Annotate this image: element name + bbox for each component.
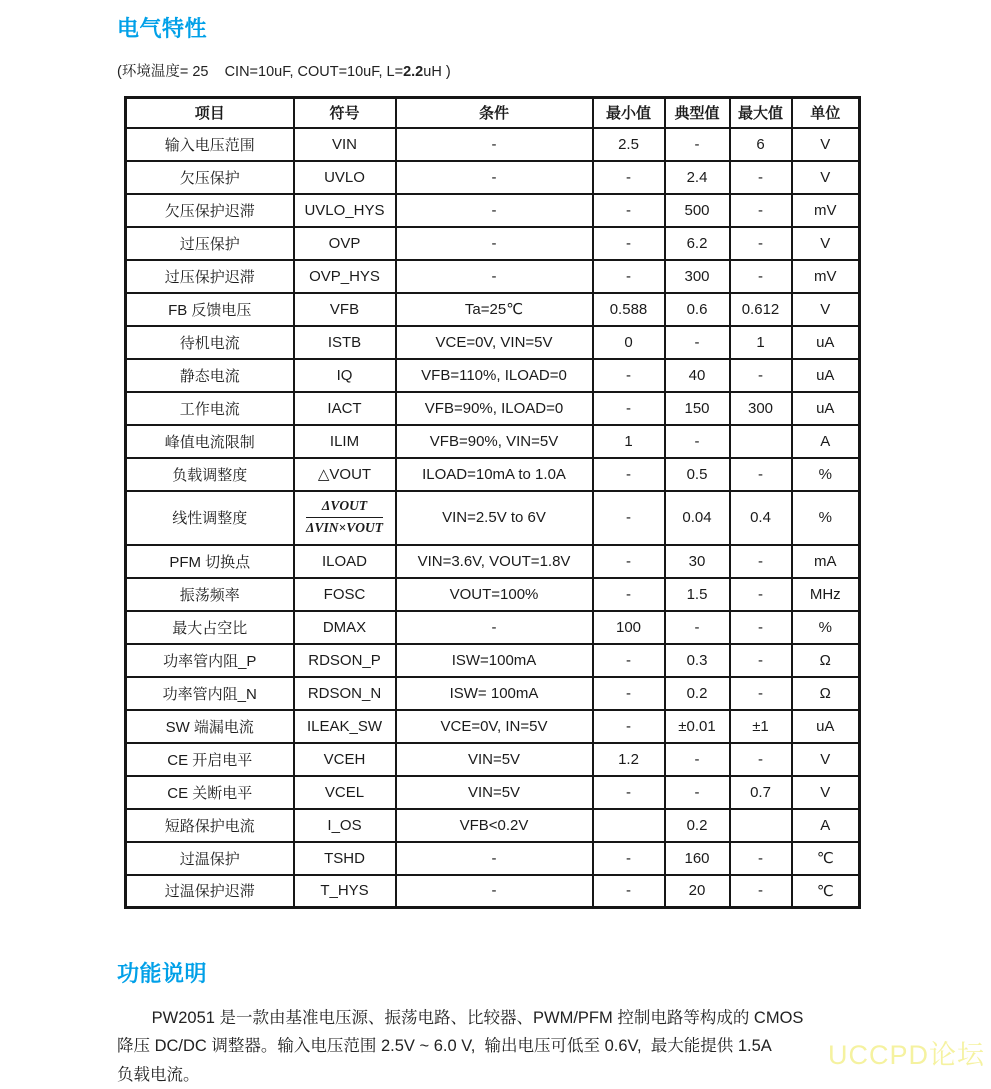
spec-typ: 500 — [665, 194, 730, 227]
spec-typ: 160 — [665, 842, 730, 875]
spec-min: - — [593, 644, 665, 677]
table-row — [126, 128, 860, 161]
spec-condition: - — [396, 260, 593, 293]
spec-min: 1.2 — [593, 743, 665, 776]
spec-unit: uA — [792, 359, 860, 392]
spec-condition: VFB=90%, ILOAD=0 — [396, 392, 593, 425]
conditions-text-post: uH ) — [423, 64, 451, 80]
spec-typ: - — [665, 128, 730, 161]
table-row — [126, 194, 860, 227]
spec-max: - — [730, 743, 792, 776]
spec-symbol: UVLO — [294, 161, 396, 194]
spec-max: - — [730, 842, 792, 875]
spec-typ: 40 — [665, 359, 730, 392]
spec-unit: ℃ — [792, 842, 860, 875]
spec-max: - — [730, 611, 792, 644]
spec-item: 输入电压范围 — [126, 128, 294, 161]
spec-condition: VFB<0.2V — [396, 809, 593, 842]
spec-item: 静态电流 — [126, 359, 294, 392]
spec-typ: ±0.01 — [665, 710, 730, 743]
spec-unit: V — [792, 293, 860, 326]
spec-unit: ℃ — [792, 875, 860, 908]
spec-item: 欠压保护 — [126, 161, 294, 194]
conditions-text-pre: (环境温度= 25 CIN=10uF, COUT=10uF, L= — [117, 64, 404, 80]
spec-unit: V — [792, 128, 860, 161]
spec-item: CE 关断电平 — [126, 776, 294, 809]
table-row — [126, 326, 860, 359]
spec-max: - — [730, 545, 792, 578]
spec-condition: ILOAD=10mA to 1.0A — [396, 458, 593, 491]
spec-min: 100 — [593, 611, 665, 644]
header-item: 项目 — [126, 98, 294, 128]
spec-typ: 0.04 — [665, 491, 730, 545]
table-row — [126, 710, 860, 743]
table-row — [126, 842, 860, 875]
spec-max: - — [730, 359, 792, 392]
spec-typ: 300 — [665, 260, 730, 293]
spec-symbol: ISTB — [294, 326, 396, 359]
spec-item: 线性调整度 — [126, 491, 294, 545]
spec-typ: 0.2 — [665, 677, 730, 710]
spec-max — [730, 809, 792, 842]
spec-symbol — [294, 491, 396, 545]
spec-typ: 1.5 — [665, 578, 730, 611]
paragraph-line: PW2051 是一款由基准电压源、振荡电路、比较器、PWM/PFM 控制电路等构成的 CMOS — [151, 1009, 804, 1027]
spec-max: 1 — [730, 326, 792, 359]
header-condition: 条件 — [396, 98, 593, 128]
spec-condition: VIN=3.6V, VOUT=1.8V — [396, 545, 593, 578]
spec-item: 功率管内阻_P — [126, 644, 294, 677]
spec-symbol: FOSC — [294, 578, 396, 611]
spec-typ: 30 — [665, 545, 730, 578]
spec-condition: VIN=5V — [396, 776, 593, 809]
header-min: 最小值 — [593, 98, 665, 128]
spec-condition: VIN=2.5V to 6V — [396, 491, 593, 545]
spec-typ: - — [665, 425, 730, 458]
spec-max: - — [730, 458, 792, 491]
spec-item: 负载调整度 — [126, 458, 294, 491]
spec-min: - — [593, 392, 665, 425]
table-row — [126, 644, 860, 677]
spec-min: 2.5 — [593, 128, 665, 161]
table-row — [126, 776, 860, 809]
spec-condition: - — [396, 875, 593, 908]
spec-typ: 2.4 — [665, 161, 730, 194]
spec-condition: VFB=90%, VIN=5V — [396, 425, 593, 458]
spec-typ: 0.2 — [665, 809, 730, 842]
spec-min: - — [593, 545, 665, 578]
table-row — [126, 743, 860, 776]
spec-symbol: △VOUT — [294, 458, 396, 491]
spec-unit: A — [792, 809, 860, 842]
spec-symbol: IQ — [294, 359, 396, 392]
spec-min: - — [593, 458, 665, 491]
spec-min: - — [593, 875, 665, 908]
spec-unit: mV — [792, 260, 860, 293]
spec-max: 6 — [730, 128, 792, 161]
spec-min: - — [593, 491, 665, 545]
spec-condition: ISW= 100mA — [396, 677, 593, 710]
spec-symbol: TSHD — [294, 842, 396, 875]
spec-max: - — [730, 644, 792, 677]
spec-item: 工作电流 — [126, 392, 294, 425]
spec-symbol: I_OS — [294, 809, 396, 842]
table-row — [126, 425, 860, 458]
spec-condition: VCE=0V, VIN=5V — [396, 326, 593, 359]
table-row — [126, 578, 860, 611]
table-row — [126, 809, 860, 842]
spec-unit: % — [792, 458, 860, 491]
spec-unit: % — [792, 611, 860, 644]
spec-unit: uA — [792, 326, 860, 359]
spec-condition: Ta=25℃ — [396, 293, 593, 326]
function-description-paragraph — [117, 1004, 857, 1089]
table-row — [126, 260, 860, 293]
spec-condition: VFB=110%, ILOAD=0 — [396, 359, 593, 392]
spec-condition: - — [396, 842, 593, 875]
spec-max: 300 — [730, 392, 792, 425]
spec-max — [730, 425, 792, 458]
table-row — [126, 491, 860, 545]
spec-symbol: VFB — [294, 293, 396, 326]
spec-item: 功率管内阻_N — [126, 677, 294, 710]
spec-condition: - — [396, 194, 593, 227]
spec-symbol: UVLO_HYS — [294, 194, 396, 227]
table-row — [126, 161, 860, 194]
spec-unit: mA — [792, 545, 860, 578]
spec-symbol: ILIM — [294, 425, 396, 458]
spec-symbol: VIN — [294, 128, 396, 161]
header-max: 最大值 — [730, 98, 792, 128]
spec-typ: 0.5 — [665, 458, 730, 491]
spec-symbol: RDSON_N — [294, 677, 396, 710]
spec-symbol: OVP — [294, 227, 396, 260]
spec-unit: mV — [792, 194, 860, 227]
spec-item: SW 端漏电流 — [126, 710, 294, 743]
spec-item: 振荡频率 — [126, 578, 294, 611]
spec-unit: A — [792, 425, 860, 458]
electrical-characteristics-title: 电气特性 — [117, 16, 208, 41]
spec-condition: - — [396, 611, 593, 644]
spec-condition: - — [396, 227, 593, 260]
spec-typ: 20 — [665, 875, 730, 908]
header-symbol: 符号 — [294, 98, 396, 128]
spec-symbol: VCEH — [294, 743, 396, 776]
spec-item: CE 开启电平 — [126, 743, 294, 776]
paragraph-line: 降压 DC/DC 调整器。输入电压范围 2.5V ~ 6.0 V, 输出电压可低至 0.6V, 最大能提供 1.5A — [117, 1037, 772, 1056]
spec-item: 过压保护 — [126, 227, 294, 260]
symbol-fraction: $\frac{\text{ΔVOUT}}{\text{ΔVIN×VOUT}}$ — [306, 498, 383, 535]
spec-max: - — [730, 677, 792, 710]
spec-symbol: IACT — [294, 392, 396, 425]
spec-min — [593, 809, 665, 842]
table-row — [126, 611, 860, 644]
spec-unit: Ω — [792, 644, 860, 677]
spec-max: - — [730, 161, 792, 194]
spec-min: 1 — [593, 425, 665, 458]
table-header-row — [126, 98, 860, 128]
spec-typ: 0.3 — [665, 644, 730, 677]
spec-symbol: DMAX — [294, 611, 396, 644]
spec-item: 最大占空比 — [126, 611, 294, 644]
spec-typ: - — [665, 611, 730, 644]
spec-max: - — [730, 227, 792, 260]
spec-max: - — [730, 194, 792, 227]
spec-min: - — [593, 677, 665, 710]
forum-watermark: UCCPD论坛 — [827, 1040, 985, 1070]
spec-min: 0 — [593, 326, 665, 359]
spec-max: - — [730, 260, 792, 293]
spec-item: 过温保护迟滞 — [126, 875, 294, 908]
spec-symbol: ILOAD — [294, 545, 396, 578]
spec-min: - — [593, 161, 665, 194]
table-row — [126, 458, 860, 491]
table-row — [126, 293, 860, 326]
spec-min: - — [593, 359, 665, 392]
spec-min: - — [593, 260, 665, 293]
spec-min: - — [593, 194, 665, 227]
spec-symbol: OVP_HYS — [294, 260, 396, 293]
spec-min: - — [593, 776, 665, 809]
spec-item: FB 反馈电压 — [126, 293, 294, 326]
spec-typ: 6.2 — [665, 227, 730, 260]
function-description-title: 功能说明 — [117, 961, 208, 986]
spec-min: - — [593, 710, 665, 743]
spec-condition: VOUT=100% — [396, 578, 593, 611]
spec-condition: - — [396, 161, 593, 194]
spec-symbol: ILEAK_SW — [294, 710, 396, 743]
spec-condition: VCE=0V, IN=5V — [396, 710, 593, 743]
spec-condition: ISW=100mA — [396, 644, 593, 677]
spec-item: PFM 切换点 — [126, 545, 294, 578]
spec-max: 0.7 — [730, 776, 792, 809]
spec-max: - — [730, 578, 792, 611]
table-row — [126, 227, 860, 260]
spec-max: - — [730, 875, 792, 908]
spec-unit: Ω — [792, 677, 860, 710]
spec-typ: 150 — [665, 392, 730, 425]
table-row — [126, 545, 860, 578]
spec-unit: V — [792, 743, 860, 776]
spec-table-body — [126, 128, 860, 908]
spec-item: 待机电流 — [126, 326, 294, 359]
spec-unit: V — [792, 776, 860, 809]
spec-symbol: T_HYS — [294, 875, 396, 908]
spec-item: 欠压保护迟滞 — [126, 194, 294, 227]
spec-typ: - — [665, 776, 730, 809]
spec-item: 过压保护迟滞 — [126, 260, 294, 293]
table-row — [126, 359, 860, 392]
spec-unit: V — [792, 161, 860, 194]
spec-condition: VIN=5V — [396, 743, 593, 776]
test-conditions-note — [117, 60, 991, 81]
table-row — [126, 392, 860, 425]
spec-typ: - — [665, 326, 730, 359]
spec-min: - — [593, 842, 665, 875]
spec-unit: MHz — [792, 578, 860, 611]
table-row — [126, 677, 860, 710]
spec-unit: uA — [792, 392, 860, 425]
spec-min: - — [593, 227, 665, 260]
inductance-value: 2.2 — [403, 64, 424, 80]
spec-max: 0.4 — [730, 491, 792, 545]
spec-max: 0.612 — [730, 293, 792, 326]
spec-item: 峰值电流限制 — [126, 425, 294, 458]
spec-item: 过温保护 — [126, 842, 294, 875]
spec-unit: % — [792, 491, 860, 545]
spec-min: - — [593, 578, 665, 611]
spec-typ: 0.6 — [665, 293, 730, 326]
spec-typ: - — [665, 743, 730, 776]
spec-symbol: RDSON_P — [294, 644, 396, 677]
paragraph-line: 负载电流。 — [117, 1065, 200, 1084]
spec-unit: V — [792, 227, 860, 260]
table-row — [126, 875, 860, 908]
header-typ: 典型值 — [665, 98, 730, 128]
spec-table — [124, 96, 861, 909]
spec-max: ±1 — [730, 710, 792, 743]
header-unit: 单位 — [792, 98, 860, 128]
spec-item: 短路保护电流 — [126, 809, 294, 842]
spec-condition: - — [396, 128, 593, 161]
spec-unit: uA — [792, 710, 860, 743]
spec-symbol: VCEL — [294, 776, 396, 809]
spec-min: 0.588 — [593, 293, 665, 326]
